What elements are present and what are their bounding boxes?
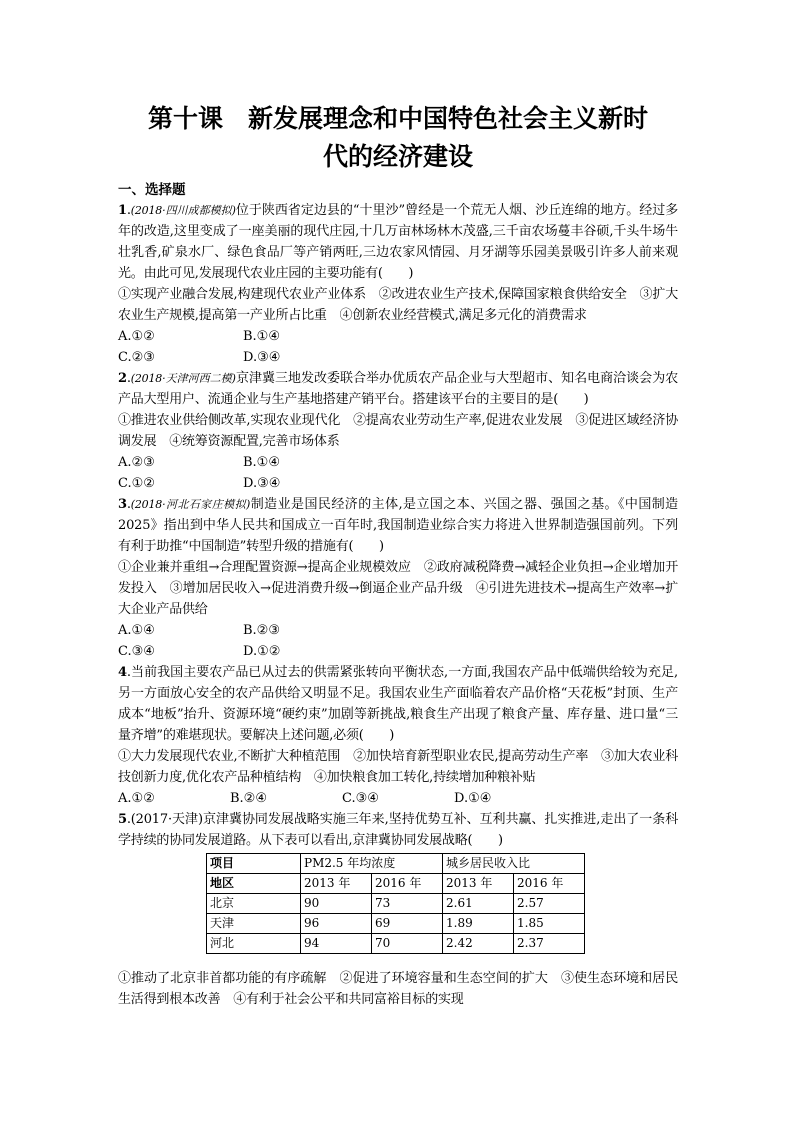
question-stem: 4.当前我国主要农产品已从过去的供需紧张转向平衡状态,一方面,我国农产品中低端供给较为充足,另一方面放心安全的农产品供给又明显不足。我国农业生产面临着农产品价格“天花板”封顶、生产成本“地板”抬升、资源环境“硬约束”加剧等新挑战,粮食生产出现了粮食产量、库存量、进口量“三量齐增”的难堪现状。要解决上述问题,必须( )	[118, 665, 678, 743]
option-a: A.①②	[118, 329, 155, 344]
table-cell: 2.61	[443, 894, 514, 914]
option-c: C.③④	[118, 644, 155, 659]
table-row	[207, 934, 585, 954]
table-header-region: 地区	[207, 874, 301, 894]
option-a: A.②③	[118, 455, 155, 470]
table-cell: 2.37	[514, 934, 585, 954]
table-cell: 90	[301, 894, 372, 914]
question-3	[118, 494, 678, 662]
answer-options	[118, 452, 678, 494]
table-cell: 96	[301, 914, 372, 934]
question-items: ①推动了北京非首都功能的有序疏解 ②促进了环境容量和生态空间的扩大 ③使生态环境和居民生活得到根本改善 ④有利于社会公平和共同富裕目标的实现	[118, 971, 678, 1007]
question-number: 3	[118, 497, 127, 512]
question-text: 京津冀协同发展战略实施三年来,坚持优势互补、互利共赢、扎实推进,走出了一条科学持续的协同发展道路。从下表可以看出,京津冀协同发展战略( )	[118, 812, 678, 848]
table-year: 2016 年	[514, 874, 585, 894]
document-page	[118, 100, 678, 1010]
table-cell: 1.85	[514, 914, 585, 934]
table-row	[207, 894, 585, 914]
data-table	[206, 853, 585, 954]
question-2	[118, 368, 678, 494]
question-source: (2017·天津)	[130, 812, 203, 827]
table-year: 2013 年	[301, 874, 372, 894]
question-stem: 5.(2017·天津)京津冀协同发展战略实施三年来,坚持优势互补、互利共赢、扎实推进,走出了一条科学持续的协同发展道路。从下表可以看出,京津冀协同发展战略( )	[118, 812, 678, 848]
table-cell-region: 北京	[207, 894, 301, 914]
question-4	[118, 662, 678, 809]
table-header-item: 项目	[207, 854, 301, 874]
table-header-pm: PM2.5 年均浓度	[301, 854, 443, 874]
table-cell: 94	[301, 934, 372, 954]
question-5	[118, 809, 678, 1010]
answer-options	[118, 620, 678, 662]
question-items: ①实现产业融合发展,构建现代农业产业体系 ②改进农业生产技术,保障国家粮食供给安全 ③扩大农业生产规模,提高第一产业所占比重 ④创新农业经营模式,满足多元化的消费需求	[118, 287, 678, 323]
title-line-1: 第十课 新发展理念和中国特色社会主义新时	[147, 104, 648, 133]
answer-options	[118, 326, 678, 368]
question-number: 1	[118, 203, 127, 218]
table-cell: 2.57	[514, 894, 585, 914]
title-line-2: 代的经济建设	[322, 142, 473, 171]
question-stem: 2.(2018·天津河西二模)京津冀三地发改委联合举办优质农产品企业与大型超市、知名电商洽谈会为农产品大型用户、流通企业与生产基地搭建产销平台。搭建该平台的主要目的是( )	[118, 371, 678, 407]
question-source: (2018·天津河西二模)	[130, 372, 236, 385]
table-header-income: 城乡居民收入比	[443, 854, 585, 874]
question-1	[118, 200, 678, 368]
table-cell: 1.89	[443, 914, 514, 934]
question-text: 当前我国主要农产品已从过去的供需紧张转向平衡状态,一方面,我国农产品中低端供给较为充足,另一方面放心安全的农产品供给又明显不足。我国农业生产面临着农产品价格“天花板”封顶、生产成本“地板”抬升、资源环境“硬约束”加剧等新挑战,粮食生产出现了粮食产量、库存量、进口量“三量齐增”的难堪现状。要解决上述问题,必须( )	[118, 665, 678, 743]
question-number: 2	[118, 371, 127, 386]
option-d: D.①④	[454, 791, 492, 806]
option-b: B.②③	[243, 623, 280, 638]
table-cell: 69	[372, 914, 443, 934]
option-c: C.①②	[118, 476, 155, 491]
option-d: D.①②	[243, 644, 281, 659]
question-number: 5	[118, 812, 127, 827]
option-c: C.③④	[342, 791, 379, 806]
answer-options	[118, 788, 678, 809]
option-c: C.②③	[118, 350, 155, 365]
section-heading: 一、选择题	[118, 182, 186, 198]
question-items: ①大力发展现代农业,不断扩大种植范围 ②加快培育新型职业农民,提高劳动生产率 ③加大农业科技创新力度,优化农产品种植结构 ④加快粮食加工转化,持续增加种粮补贴	[118, 749, 678, 785]
question-text: 制造业是国民经济的主体,是立国之本、兴国之器、强国之基。《中国制造 2025》指出到中华人民共和国成立一百年时,我国制造业综合实力将进入世界制造强国前列。下列有利于助推“中国制造”转型升级的措施有( )	[118, 497, 678, 554]
table-row	[207, 914, 585, 934]
option-d: D.③④	[243, 476, 281, 491]
question-source: (2018·四川成都模拟)	[130, 204, 236, 217]
option-a: A.①②	[118, 791, 155, 806]
question-number: 4	[118, 665, 127, 680]
table-cell: 73	[372, 894, 443, 914]
table-cell-region: 天津	[207, 914, 301, 934]
table-cell-region: 河北	[207, 934, 301, 954]
option-d: D.③④	[243, 350, 281, 365]
table-header-row	[207, 854, 585, 874]
table-year: 2013 年	[443, 874, 514, 894]
table-cell: 70	[372, 934, 443, 954]
document-title	[118, 100, 678, 176]
question-text: 京津冀三地发改委联合举办优质农产品企业与大型超市、知名电商洽谈会为农产品大型用户、流通企业与生产基地搭建产销平台。搭建该平台的主要目的是( )	[118, 371, 678, 407]
table-year: 2016 年	[372, 874, 443, 894]
option-a: A.①④	[118, 623, 155, 638]
question-stem: 3.(2018·河北石家庄模拟)制造业是国民经济的主体,是立国之本、兴国之器、强国之基。《中国制造 2025》指出到中华人民共和国成立一百年时,我国制造业综合实力将进入世界制造强国前列。下列有利于助推“中国制造”转型升级的措施有( )	[118, 497, 678, 554]
table-year-row	[207, 874, 585, 894]
option-b: B.①④	[243, 455, 280, 470]
question-text: 位于陕西省定边县的“十里沙”曾经是一个荒无人烟、沙丘连绵的地方。经过多年的改造,这里变成了一座美丽的现代庄园,十几万亩林场林木茂盛,三千亩农场蔓丰谷硕,千头牛场牛壮乳香,矿泉水厂、绿色食品厂等产销两旺,三边农家风情园、月牙湖等乐园美景吸引许多人前来观光。由此可见,发展现代农业庄园的主要功能有( )	[118, 203, 678, 281]
option-b: B.①④	[243, 329, 280, 344]
question-items: ①推进农业供给侧改革,实现农业现代化 ②提高农业劳动生产率,促进农业发展 ③促进区域经济协调发展 ④统筹资源配置,完善市场体系	[118, 413, 678, 449]
question-source: (2018·河北石家庄模拟)	[130, 498, 251, 511]
question-stem: 1.(2018·四川成都模拟)位于陕西省定边县的“十里沙”曾经是一个荒无人烟、沙丘连绵的地方。经过多年的改造,这里变成了一座美丽的现代庄园,十几万亩林场林木茂盛,三千亩农场蔓丰谷硕,千头牛场牛壮乳香,矿泉水厂、绿色食品厂等产销两旺,三边农家风情园、月牙湖等乐园美景吸引许多人前来观光。由此可见,发展现代农业庄园的主要功能有( )	[118, 203, 678, 281]
question-items: ①企业兼并重组→合理配置资源→提高企业规模效应 ②政府减税降费→减轻企业负担→企业增加开发投入 ③增加居民收入→促进消费升级→倒逼企业产品升级 ④引进先进技术→提高生产效率→扩大企业产品供给	[118, 560, 678, 617]
table-cell: 2.42	[443, 934, 514, 954]
option-b: B.②④	[230, 791, 267, 806]
